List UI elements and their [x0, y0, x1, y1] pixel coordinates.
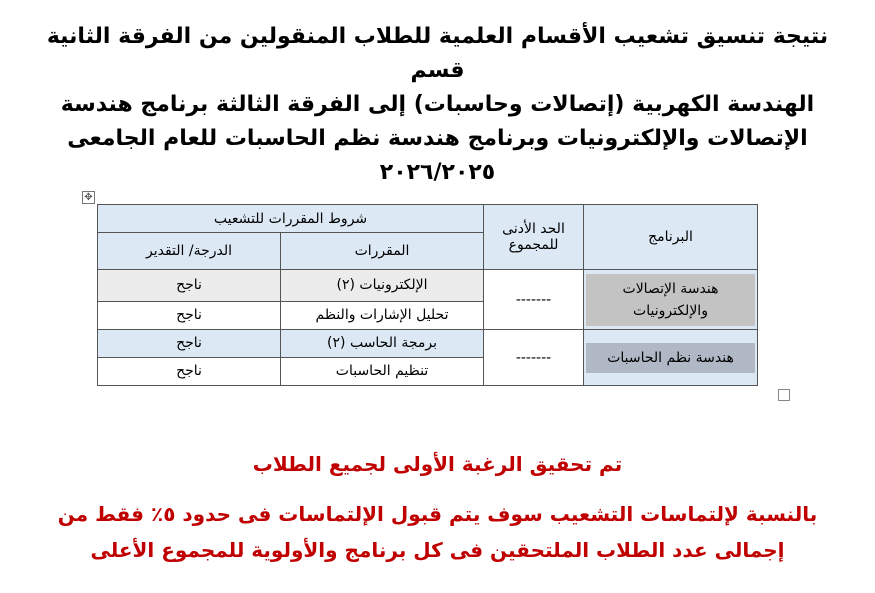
move-arrows-icon[interactable]: ✥	[82, 191, 95, 204]
title-line-2: الهندسة الكهربية (إتصالات وحاسبات) إلى الفرقة الثالثة برنامج هندسة	[60, 92, 815, 117]
header-program: البرنامج	[584, 205, 758, 270]
grade-cell: ناجح	[98, 301, 281, 329]
min-total-cell: -------	[484, 330, 584, 386]
table-row	[98, 270, 758, 302]
grade-cell: ناجح	[98, 330, 281, 357]
program-name: هندسة الإتصالات والإلكترونيات	[586, 274, 755, 326]
title-line-1: نتيجة تنسيق تشعيب الأقسام العلمية للطلاب المنقولين من الفرقة الثانية قسم	[46, 24, 829, 83]
program-cell	[584, 330, 758, 386]
course-cell: تحليل الإشارات والنظم	[281, 301, 484, 329]
notice-appeals	[20, 496, 855, 568]
grade-cell: ناجح	[98, 357, 281, 386]
min-total-cell: -------	[484, 270, 584, 330]
course-cell: برمجة الحاسب (٢)	[281, 330, 484, 357]
results-table	[97, 204, 758, 386]
program-name: هندسة نظم الحاسبات	[586, 343, 755, 373]
grade-cell: ناجح	[98, 270, 281, 302]
title-line-3: الإتصالات والإلكترونيات وبرنامج هندسة نظم الحاسبات للعام الجامعى	[67, 126, 808, 151]
notice-first-choice: تم تحقيق الرغبة الأولى لجميع الطلاب	[252, 452, 623, 476]
header-courses: المقررات	[281, 233, 484, 270]
header-min-total: الحد الأدنى للمجموع	[484, 205, 584, 270]
header-conditions: شروط المقررات للتشعيب	[98, 205, 484, 233]
academic-year: ٢٠٢٦/٢٠٢٥	[379, 160, 496, 185]
notice-appeals-line-2: إجمالى عدد الطلاب الملتحقين فى كل برنامج والأولوية للمجموع الأعلى	[90, 538, 785, 562]
document-title	[20, 20, 855, 190]
header-grade: الدرجة/ التقدير	[98, 233, 281, 270]
program-cell	[584, 270, 758, 330]
resize-handle-icon[interactable]	[778, 389, 790, 401]
course-cell: تنظيم الحاسبات	[281, 357, 484, 386]
table-row	[98, 330, 758, 357]
course-cell: الإلكترونيات (٢)	[281, 270, 484, 302]
notice-appeals-line-1: بالنسبة لإلتماسات التشعيب سوف يتم قبول الإلتماسات فى حدود ٥٪ فقط من	[57, 502, 818, 526]
